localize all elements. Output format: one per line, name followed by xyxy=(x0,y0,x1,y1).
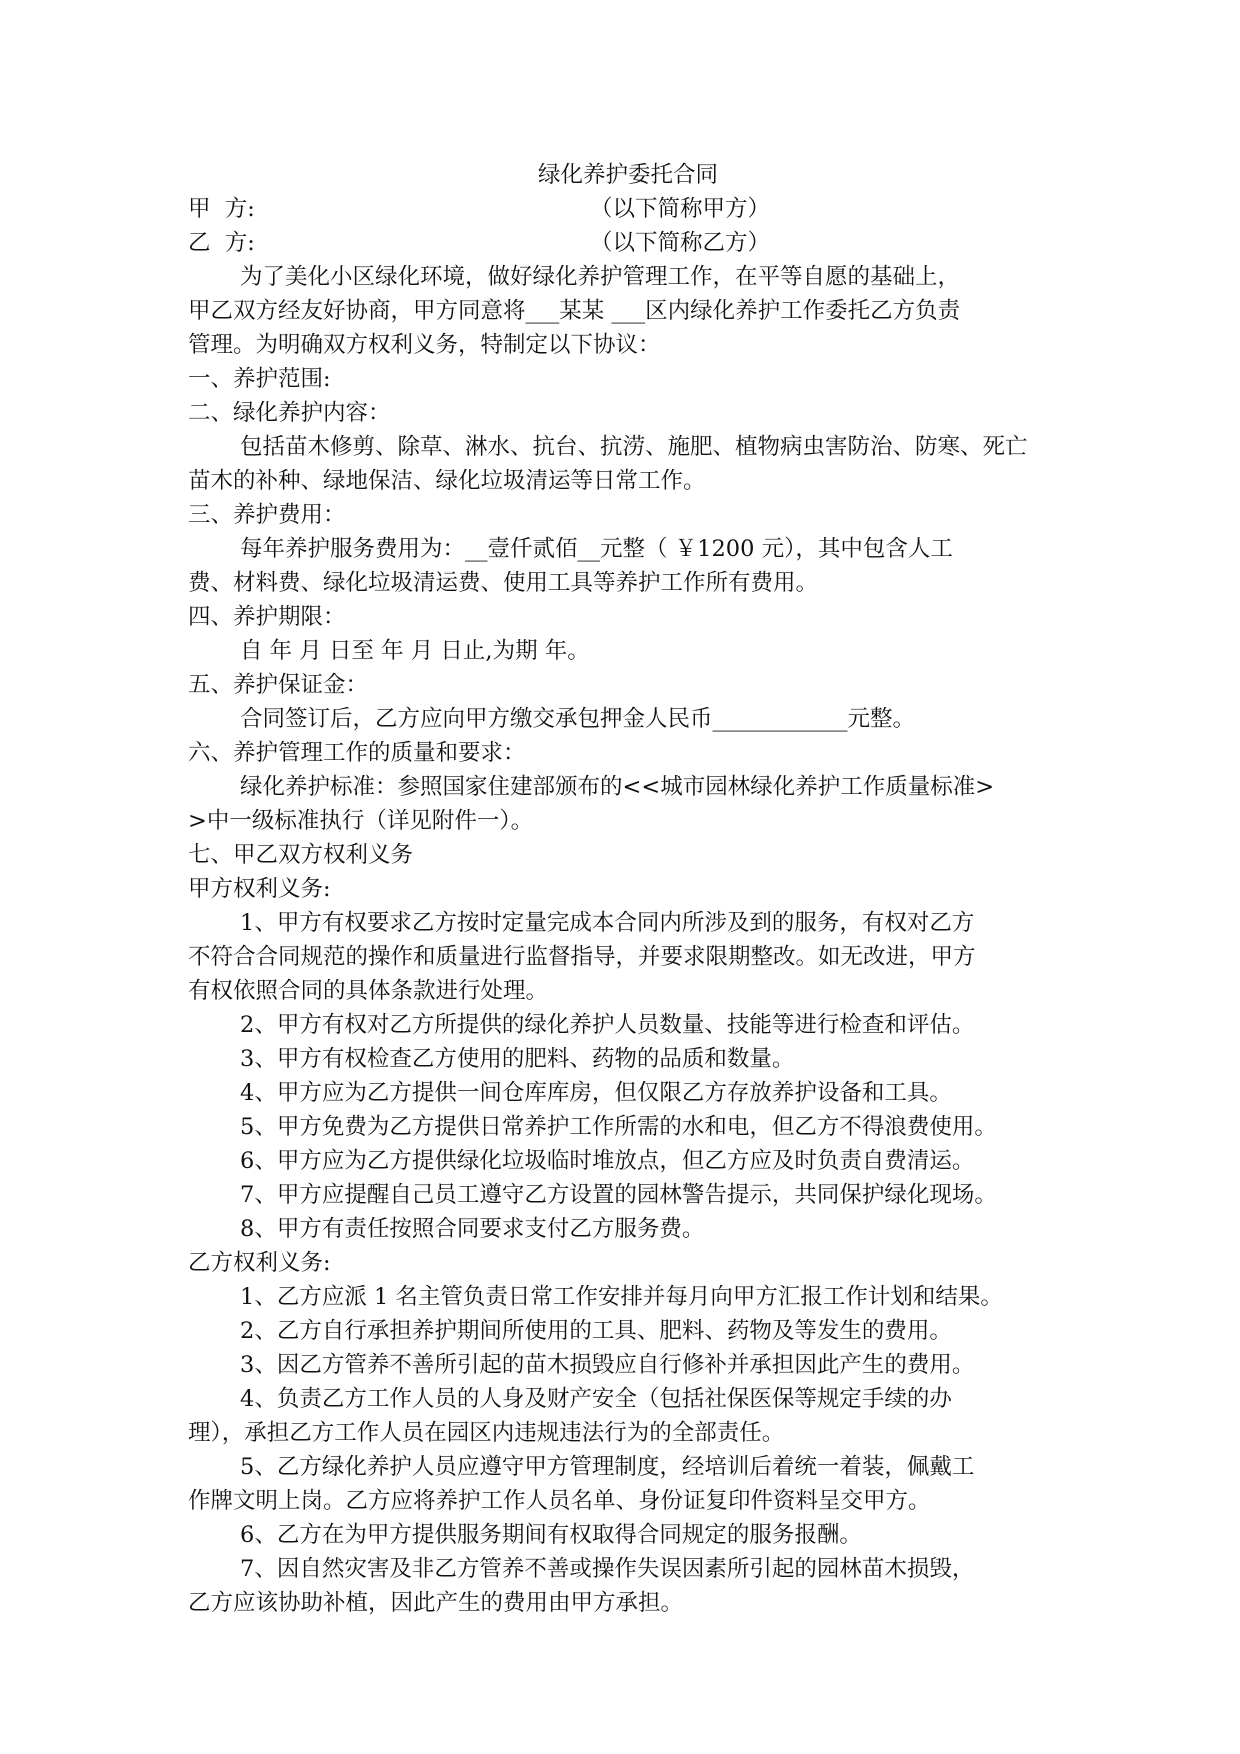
contract-text-line: 作牌文明上岗。乙方应将养护工作人员名单、身份证复印件资料呈交甲方。 xyxy=(188,1488,931,1514)
contract-body xyxy=(188,260,1068,1620)
contract-text-line: 6、乙方在为甲方提供服务期间有权取得合同规定的服务报酬。 xyxy=(240,1522,862,1548)
contract-text-line: 1、甲方有权要求乙方按时定量完成本合同内所涉及到的服务，有权对乙方 xyxy=(240,910,975,936)
contract-text-line: 苗木的补种、绿地保洁、绿化垃圾清运等日常工作。 xyxy=(188,468,706,494)
contract-text-line: 合同签订后，乙方应向甲方缴交承包押金人民币____________元整。 xyxy=(240,706,916,732)
contract-text-line: 1、乙方应派 1 名主管负责日常工作安排并每月向甲方汇报工作计划和结果。 xyxy=(240,1284,1003,1310)
contract-text-line: 五、养护保证金： xyxy=(188,672,369,698)
contract-text-line: 一、养护范围: xyxy=(188,366,331,392)
party-a-note: （以下简称甲方） xyxy=(590,196,771,222)
contract-text-line: 三、养护费用： xyxy=(188,502,346,528)
contract-page xyxy=(188,158,1068,1620)
contract-text-line: 6、甲方应为乙方提供绿化垃圾临时堆放点，但乙方应及时负责自费清运。 xyxy=(240,1148,975,1174)
contract-text-line: 8、甲方有责任按照合同要求支付乙方服务费。 xyxy=(240,1216,705,1242)
contract-text-line: 为了美化小区绿化环境，做好绿化养护管理工作，在平等自愿的基础上， xyxy=(240,264,961,290)
party-a-line xyxy=(188,192,1068,226)
contract-text-line: 7、因自然灾害及非乙方管养不善或操作失误因素所引起的园林苗木损毁， xyxy=(240,1556,975,1582)
contract-text-line: 乙方权利义务: xyxy=(188,1250,331,1276)
contract-text-line: 七、甲乙双方权利义务 xyxy=(188,842,414,868)
contract-text-line: 乙方应该协助补植，因此产生的费用由甲方承担。 xyxy=(188,1590,684,1616)
document-title: 绿化养护委托合同 xyxy=(537,162,718,188)
contract-text-line: 5、甲方免费为乙方提供日常养护工作所需的水和电，但乙方不得浪费使用。 xyxy=(240,1114,997,1140)
contract-text-line: 甲乙双方经友好协商，甲方同意将___某某 ___区内绿化养护工作委托乙方负责 xyxy=(188,298,961,324)
contract-text-line: 二、绿化养护内容： xyxy=(188,400,391,426)
contract-text-line: 费、材料费、绿化垃圾清运费、使用工具等养护工作所有费用。 xyxy=(188,570,819,596)
contract-text-line: 不符合合同规范的操作和质量进行监督指导，并要求限期整改。如无改进，甲方 xyxy=(188,944,976,970)
contract-text-line: 自 年 月 日至 年 月 日止,为期 年。 xyxy=(240,638,590,664)
contract-text-line: 甲方权利义务: xyxy=(188,876,331,902)
party-b-line xyxy=(188,226,1068,260)
contract-text-line: 5、乙方绿化养护人员应遵守甲方管理制度，经培训后着统一着装，佩戴工 xyxy=(240,1454,975,1480)
contract-text-line: 4、负责乙方工作人员的人身及财产安全（包括社保医保等规定手续的办 xyxy=(240,1386,952,1412)
contract-text-line: 3、因乙方管养不善所引起的苗木损毁应自行修补并承担因此产生的费用。 xyxy=(240,1352,975,1378)
contract-text-line: 2、乙方自行承担养护期间所使用的工具、肥料、药物及等发生的费用。 xyxy=(240,1318,952,1344)
party-b-note: （以下简称乙方） xyxy=(590,230,771,256)
contract-text-line: 理），承担乙方工作人员在园区内违规违法行为的全部责任。 xyxy=(188,1420,785,1446)
contract-text-line: 六、养护管理工作的质量和要求： xyxy=(188,740,526,766)
contract-text-line: 4、甲方应为乙方提供一间仓库库房，但仅限乙方存放养护设备和工具。 xyxy=(240,1080,952,1106)
contract-text-line: 包括苗木修剪、除草、淋水、抗台、抗涝、施肥、植物病虫害防治、防寒、死亡 xyxy=(240,434,1028,460)
contract-text-line: 7、甲方应提醒自己员工遵守乙方设置的园林警告提示，共同保护绿化现场。 xyxy=(240,1182,997,1208)
party-a-label: 甲 方: xyxy=(188,196,255,222)
contract-text-line: >中一级标准执行（详见附件一）。 xyxy=(188,808,534,834)
contract-text-line: 3、甲方有权检查乙方使用的肥料、药物的品质和数量。 xyxy=(240,1046,795,1072)
contract-text-line: 每年养护服务费用为：__壹仟贰佰__元整（ ￥1200 元），其中包含人工 xyxy=(240,536,953,562)
contract-text-line: 有权依照合同的具体条款进行处理。 xyxy=(188,978,549,1004)
contract-text-line: 绿化养护标准：参照国家住建部颁布的<<城市园林绿化养护工作质量标准> xyxy=(240,774,995,800)
contract-text-line: 管理。为明确双方权利义务，特制定以下协议： xyxy=(188,332,661,358)
contract-text-line: 四、养护期限： xyxy=(188,604,346,630)
party-b-label: 乙 方: xyxy=(188,230,255,256)
contract-text-line: 2、甲方有权对乙方所提供的绿化养护人员数量、技能等进行检查和评估。 xyxy=(240,1012,975,1038)
